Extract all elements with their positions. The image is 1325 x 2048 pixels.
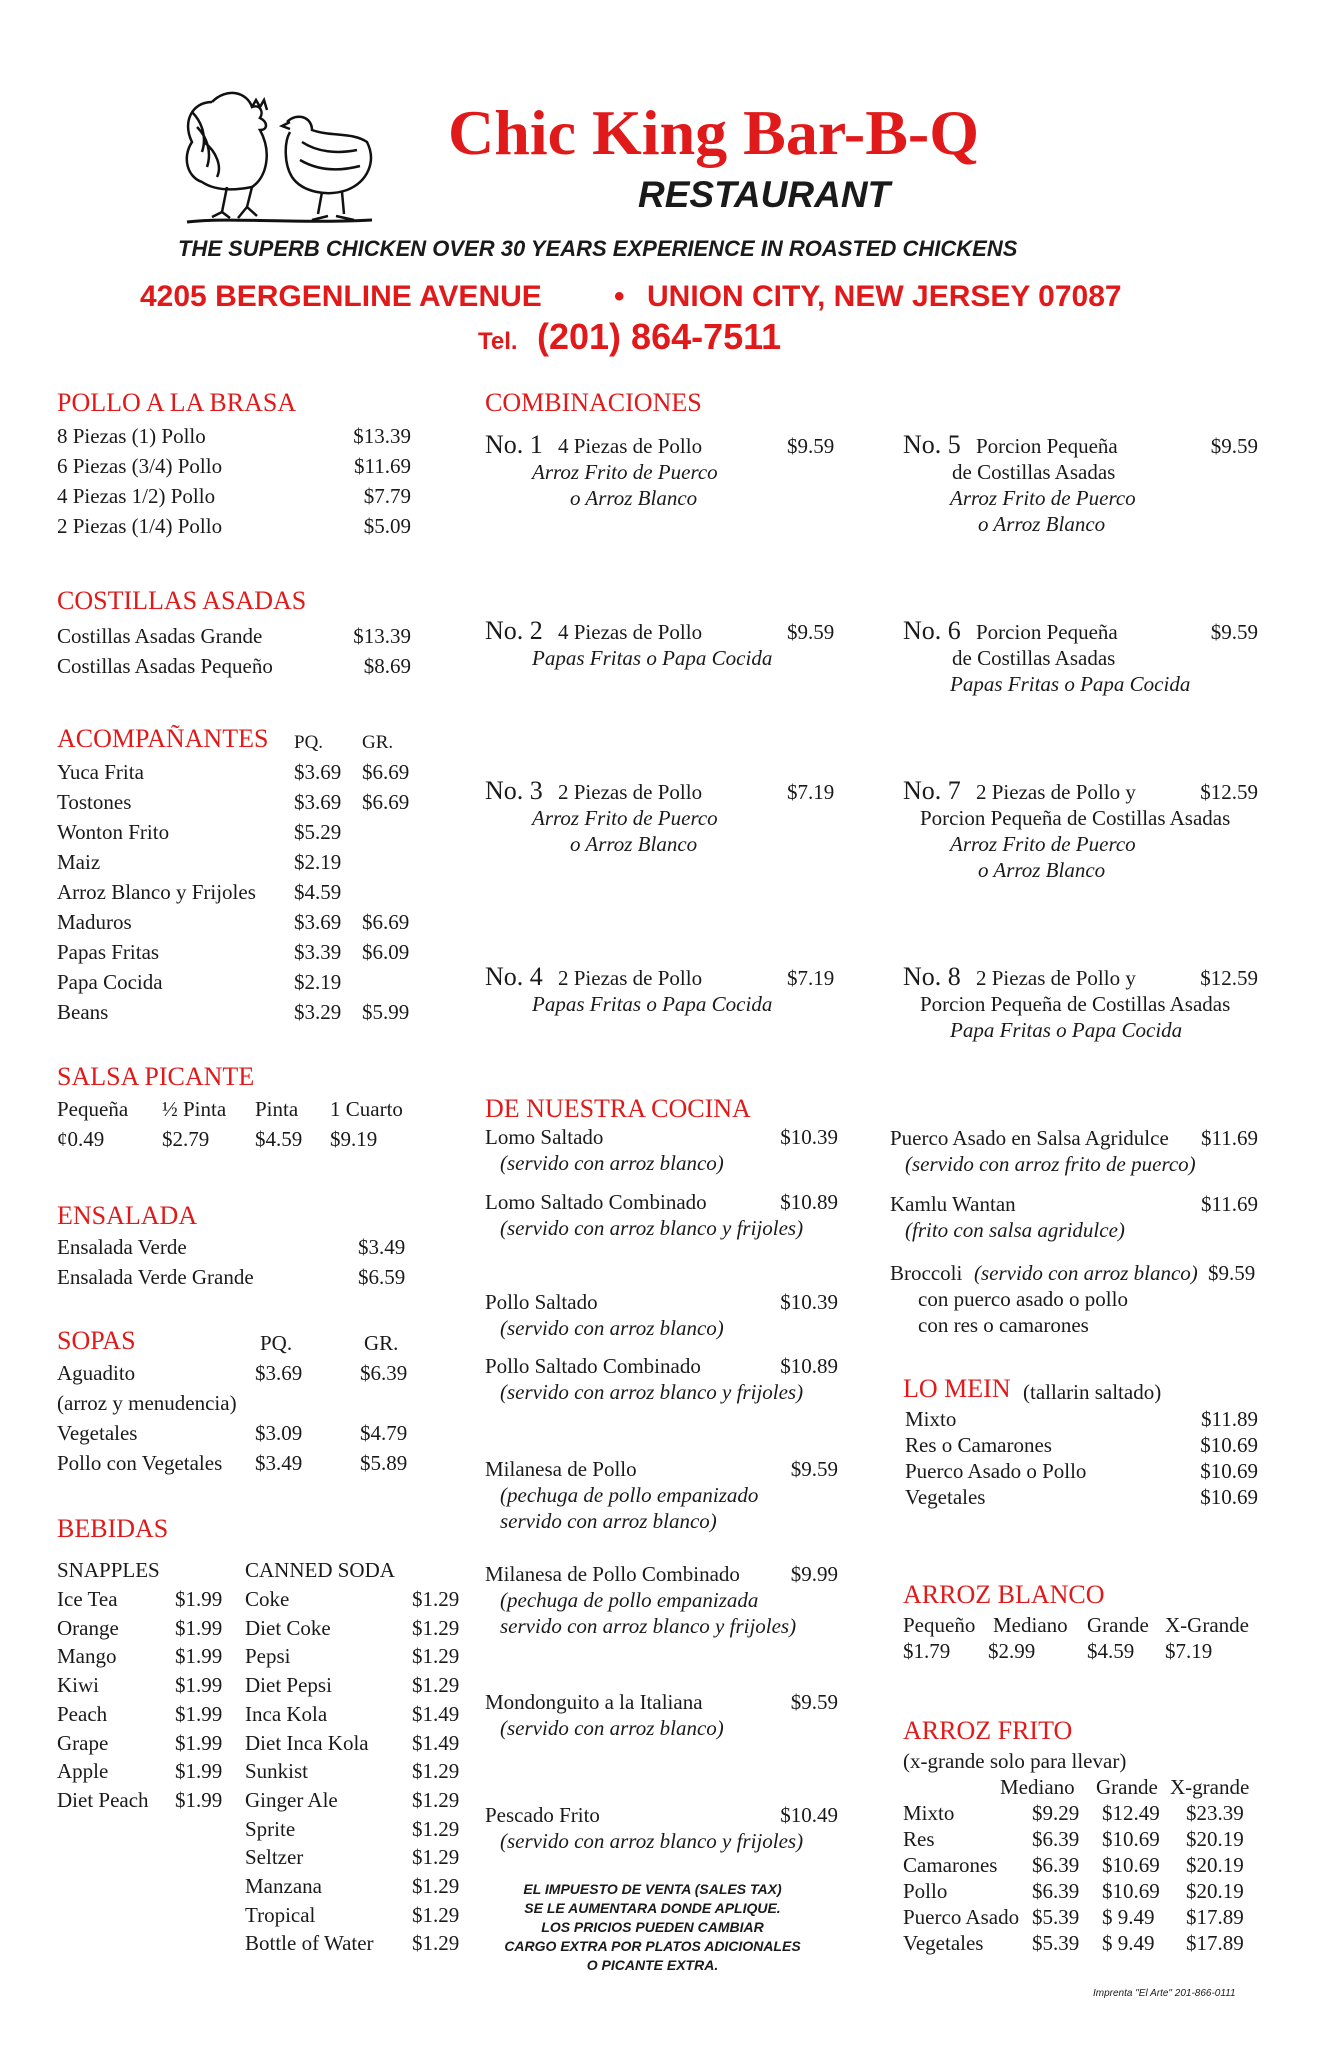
soda-name: Diet Coke: [245, 1615, 331, 1640]
lomein-item-name: Puerco Asado o Pollo: [905, 1459, 1087, 1483]
soda-name: Pepsi: [245, 1644, 291, 1669]
sopas-pq-header: PQ.: [260, 1331, 293, 1355]
address-left: 4205 BERGENLINE AVENUE: [140, 280, 542, 313]
tel-number: (201) 864-7511: [537, 316, 782, 357]
lomein-item-price: $10.69: [1200, 1459, 1258, 1483]
cocina-item-note: (servido con arroz blanco y frijoles): [500, 1829, 804, 1853]
cocina-item-note: (servido con arroz blanco): [500, 1716, 724, 1740]
acompanante-pq: $3.69: [294, 910, 342, 934]
acompanante-pq: $4.59: [294, 880, 342, 904]
sopa-name: Aguadito: [57, 1361, 136, 1385]
address-bullet: •: [614, 280, 625, 313]
combo-side: Arroz Frito de Puerco: [532, 806, 718, 830]
cocina-item-name: Lomo Saltado Combinado: [485, 1190, 707, 1214]
broccoli-line3: con res o camarones: [918, 1313, 1089, 1337]
tax-note-line: LOS PRICIOS PUEDEN CAMBIAR: [541, 1919, 764, 1935]
combo-side: o Arroz Blanco: [978, 858, 1106, 882]
snapple-name: Grape: [57, 1730, 109, 1755]
arroz-frito-name: Puerco Asado: [903, 1905, 1020, 1929]
snapple-name: Peach: [57, 1701, 108, 1726]
sopa-pq: $3.49: [255, 1451, 303, 1475]
combo-desc: Porcion Pequeña: [976, 620, 1118, 644]
sopa-gr: $5.89: [360, 1451, 408, 1475]
arroz-frito-g: $10.69: [1102, 1827, 1160, 1851]
snapple-name: Diet Peach: [57, 1787, 149, 1812]
arroz-frito-m: $6.39: [1032, 1853, 1080, 1877]
cocina-item-note: servido con arroz blanco): [500, 1509, 717, 1533]
combo-side: Arroz Frito de Puerco: [532, 460, 718, 484]
soda-name: Seltzer: [245, 1845, 304, 1870]
cocina-item-note: servido con arroz blanco y frijoles): [500, 1614, 797, 1638]
combo-number: No. 5: [903, 430, 961, 459]
cocina-item-note: (servido con arroz blanco y frijoles): [500, 1216, 804, 1240]
combo-price: $12.59: [1200, 780, 1258, 804]
snapple-price: $1.99: [175, 1759, 223, 1784]
arroz-blanco-size: Pequeño: [903, 1613, 976, 1637]
combo-price: $7.19: [787, 966, 835, 990]
soda-price: $1.29: [412, 1759, 460, 1784]
acompanante-name: Beans: [57, 1000, 109, 1024]
combo-desc: Porcion Pequeña: [976, 434, 1118, 458]
combo-price: $9.59: [1210, 434, 1258, 458]
ensalada-item-name: Ensalada Verde: [57, 1235, 187, 1259]
soda-price: $1.29: [412, 1874, 460, 1898]
snapple-price: $1.99: [175, 1644, 223, 1669]
arroz-blanco-price: $2.99: [988, 1639, 1036, 1663]
cocina-item-name: Milanesa de Pollo: [485, 1457, 637, 1481]
soda-price: $1.29: [412, 1787, 460, 1812]
soda-price: $1.29: [412, 1615, 460, 1640]
soda-price: $1.49: [412, 1701, 460, 1726]
soda-price: $1.29: [412, 1902, 460, 1927]
pollo-item-price: $5.09: [363, 514, 411, 538]
combo-side: Arroz Frito de Puerco: [950, 832, 1136, 856]
arroz-frito-m: $9.29: [1032, 1801, 1080, 1825]
sopa-gr: $6.39: [360, 1361, 408, 1385]
combo-desc: 4 Piezas de Pollo: [558, 620, 703, 644]
ensalada-title: ENSALADA: [57, 1201, 198, 1230]
arroz-frito-x: $20.19: [1186, 1853, 1244, 1877]
acompanante-gr: $6.69: [362, 790, 410, 814]
pollo-item-price: $7.79: [363, 484, 411, 508]
combo-desc: 4 Piezas de Pollo: [558, 434, 703, 458]
acompanante-pq: $3.29: [294, 1000, 342, 1024]
soda-price: $1.29: [412, 1673, 460, 1698]
cocina-item-price: $9.59: [790, 1457, 838, 1481]
costillas-item-price: $8.69: [363, 654, 411, 678]
snapple-name: Orange: [57, 1615, 119, 1640]
combo-price: $9.59: [787, 434, 835, 458]
cocina-item-price: $9.99: [790, 1562, 838, 1586]
combo-number: No. 7: [903, 776, 961, 805]
ensalada-item-name: Ensalada Verde Grande: [57, 1265, 254, 1289]
salsa-price: $9.19: [330, 1127, 378, 1151]
combo-price: $9.59: [1210, 620, 1258, 644]
sopa-pq: $3.69: [255, 1361, 303, 1385]
soda-name: Coke: [245, 1587, 290, 1611]
acompanantes-title: ACOMPAÑANTES: [57, 724, 269, 753]
arroz-frito-name: Vegetales: [903, 1931, 984, 1955]
arroz-frito-title: ARROZ FRITO: [903, 1716, 1073, 1745]
sopa-gr: $4.79: [360, 1421, 408, 1445]
soda-name: Inca Kola: [245, 1701, 328, 1726]
soda-name: Sunkist: [245, 1759, 309, 1784]
combo-number: No. 2: [485, 616, 543, 645]
cocina-item-name: Mondonguito a la Italiana: [485, 1690, 703, 1714]
acompanante-pq: $2.19: [294, 850, 342, 874]
cocina-item-note: (frito con salsa agridulce): [905, 1218, 1125, 1242]
soda-title: CANNED SODA: [245, 1558, 395, 1582]
lomein-item-price: $10.69: [1200, 1485, 1258, 1509]
arroz-blanco-price: $4.59: [1087, 1639, 1135, 1663]
arroz-blanco-size: Grande: [1087, 1613, 1149, 1637]
cocina-title: DE NUESTRA COCINA: [485, 1094, 751, 1123]
salsa-size: Pinta: [255, 1097, 299, 1121]
arroz-blanco-price: $1.79: [903, 1639, 951, 1663]
arroz-frito-name: Mixto: [903, 1801, 955, 1825]
soda-name: Diet Pepsi: [245, 1673, 332, 1698]
soda-name: Diet Inca Kola: [245, 1730, 369, 1755]
printer-credit: Imprenta "El Arte" 201-866-0111: [1093, 1988, 1236, 1999]
snapple-name: Apple: [57, 1759, 109, 1784]
cocina-item-price: $11.69: [1201, 1192, 1258, 1216]
cocina-item-price: $10.89: [780, 1354, 838, 1378]
combo-number: No. 4: [485, 962, 543, 991]
salsa-size: Pequeña: [57, 1097, 129, 1121]
costillas-title: COSTILLAS ASADAS: [57, 586, 307, 615]
soda-name: Bottle of Water: [245, 1931, 374, 1956]
cocina-item-name: Pescado Frito: [485, 1803, 600, 1827]
arroz-frito-x: $17.89: [1186, 1931, 1244, 1955]
pollo-item-price: $13.39: [353, 424, 411, 448]
pollo-item-price: $11.69: [354, 454, 411, 478]
lomein-title: LO MEIN: [903, 1374, 1011, 1403]
acompanante-gr: $6.09: [362, 940, 410, 964]
arroz-frito-note: (x-grande solo para llevar): [903, 1749, 1127, 1773]
salsa-price: $2.79: [162, 1127, 210, 1151]
combo-number: No. 8: [903, 962, 961, 991]
arroz-frito-size: Mediano: [1000, 1775, 1075, 1799]
arroz-frito-g: $ 9.49: [1102, 1905, 1155, 1929]
arroz-frito-x: $23.39: [1186, 1801, 1244, 1825]
combo-side: Papas Fritas o Papa Cocida: [532, 992, 773, 1016]
combo-desc-line2: de Costillas Asadas: [952, 460, 1116, 484]
restaurant-name: Chic King Bar-B-Q: [448, 97, 979, 168]
acompanante-pq: $3.69: [294, 760, 342, 784]
combo-desc-line2: de Costillas Asadas: [952, 646, 1116, 670]
arroz-blanco-size: Mediano: [993, 1613, 1068, 1637]
lomein-item-name: Res o Camarones: [905, 1433, 1052, 1457]
soda-price: $1.49: [412, 1730, 460, 1755]
broccoli-price: $9.59: [1208, 1261, 1256, 1285]
cocina-item-note: (servido con arroz blanco): [500, 1316, 724, 1340]
cocina-item-name: Pollo Saltado Combinado: [485, 1354, 701, 1378]
cocina-item-note: (servido con arroz blanco y frijoles): [500, 1380, 804, 1404]
logo: [172, 82, 392, 232]
acompanante-name: Maduros: [57, 910, 132, 934]
acompanante-gr: $6.69: [362, 760, 410, 784]
tel-label: Tel.: [478, 328, 518, 355]
acompanante-name: Tostones: [57, 790, 132, 814]
cocina-item-note: (servido con arroz blanco): [500, 1151, 724, 1175]
salsa-size: ½ Pinta: [162, 1097, 227, 1121]
costillas-item-name: Costillas Asadas Pequeño: [57, 654, 273, 678]
snapples-title: SNAPPLES: [57, 1558, 160, 1582]
soda-price: $1.29: [412, 1845, 460, 1870]
cocina-item-price: $9.59: [790, 1690, 838, 1714]
combo-side: o Arroz Blanco: [978, 512, 1106, 536]
soda-name: Sprite: [245, 1816, 296, 1841]
soda-price: $1.29: [412, 1587, 460, 1611]
acompanante-name: Yuca Frita: [57, 760, 144, 784]
combo-price: $7.19: [787, 780, 835, 804]
cocina-item-price: $10.39: [780, 1290, 838, 1314]
cocina-item-name: Pollo Saltado: [485, 1290, 598, 1314]
soda-price: $1.29: [412, 1931, 460, 1956]
pollo-title: POLLO A LA BRASA: [57, 388, 297, 417]
arroz-frito-name: Camarones: [903, 1853, 998, 1877]
arroz-blanco-size: X-Grande: [1165, 1613, 1249, 1637]
restaurant-subtitle: RESTAURANT: [638, 174, 891, 215]
combo-price: $9.59: [787, 620, 835, 644]
acompanante-pq: $3.69: [294, 790, 342, 814]
combo-number: No. 1: [485, 430, 543, 459]
cocina-item-note: (pechuga de pollo empanizada: [500, 1588, 759, 1612]
lomein-item-name: Mixto: [905, 1407, 957, 1431]
acompanante-name: Arroz Blanco y Frijoles: [57, 880, 256, 904]
tax-note-line: SE LE AUMENTARA DONDE APLIQUE.: [524, 1900, 781, 1916]
arroz-frito-m: $5.39: [1032, 1905, 1080, 1929]
arroz-frito-size: X-grande: [1170, 1775, 1250, 1799]
acompanante-gr: $6.69: [362, 910, 410, 934]
soda-price: $1.29: [412, 1644, 460, 1669]
pollo-item-name: 2 Piezas (1/4) Pollo: [57, 514, 223, 538]
lomein-item-name: Vegetales: [905, 1485, 986, 1509]
rooster-icon: [172, 82, 392, 232]
costillas-item-name: Costillas Asadas Grande: [57, 624, 263, 648]
tax-note-line: EL IMPUESTO DE VENTA (SALES TAX): [523, 1881, 782, 1897]
lomein-subtitle: (tallarin saltado): [1023, 1380, 1162, 1404]
snapple-price: $1.99: [175, 1673, 223, 1698]
arroz-frito-x: $17.89: [1186, 1905, 1244, 1929]
combo-side: Papas Fritas o Papa Cocida: [950, 672, 1191, 696]
snapple-name: Mango: [57, 1644, 117, 1669]
cocina-item-name: Kamlu Wantan: [890, 1192, 1016, 1216]
broccoli-name: Broccoli: [890, 1261, 963, 1285]
broccoli-note: (servido con arroz blanco): [974, 1261, 1198, 1285]
acompanante-name: Maiz: [57, 850, 101, 874]
arroz-frito-g: $12.49: [1102, 1801, 1160, 1825]
snapple-price: $1.99: [175, 1615, 223, 1640]
cocina-item-price: $11.69: [1201, 1126, 1258, 1150]
arroz-frito-x: $20.19: [1186, 1879, 1244, 1903]
arroz-frito-g: $10.69: [1102, 1853, 1160, 1877]
lomein-item-price: $10.69: [1200, 1433, 1258, 1457]
acompanantes-pq-header: PQ.: [294, 732, 324, 753]
pollo-item-name: 8 Piezas (1) Pollo: [57, 424, 206, 448]
address-right: UNION CITY, NEW JERSEY 07087: [647, 280, 1122, 313]
acompanante-pq: $5.29: [294, 820, 342, 844]
snapple-price: $1.99: [175, 1587, 223, 1611]
arroz-blanco-price: $7.19: [1165, 1639, 1213, 1663]
cocina-item-note: (servido con arroz frito de puerco): [905, 1152, 1196, 1176]
arroz-frito-x: $20.19: [1186, 1827, 1244, 1851]
combo-side: o Arroz Blanco: [570, 486, 698, 510]
acompanante-gr: $5.99: [362, 1000, 410, 1024]
sopa-name: Pollo con Vegetales: [57, 1451, 223, 1475]
acompanante-name: Wonton Frito: [57, 820, 170, 844]
ensalada-item-price: $3.49: [358, 1235, 406, 1259]
combo-number: No. 3: [485, 776, 543, 805]
arroz-frito-m: $6.39: [1032, 1879, 1080, 1903]
arroz-frito-m: $6.39: [1032, 1827, 1080, 1851]
salsa-size: 1 Cuarto: [330, 1097, 403, 1121]
bebidas-title: BEBIDAS: [57, 1514, 169, 1543]
cocina-item-price: $10.89: [780, 1190, 838, 1214]
salsa-price: ¢0.49: [57, 1127, 105, 1151]
snapple-name: Ice Tea: [57, 1587, 118, 1611]
combo-price: $12.59: [1200, 966, 1258, 990]
snapple-price: $1.99: [175, 1787, 223, 1812]
snapple-name: Kiwi: [57, 1673, 99, 1698]
sopa-name: (arroz y menudencia): [57, 1391, 237, 1415]
combo-side: o Arroz Blanco: [570, 832, 698, 856]
combo-number: No. 6: [903, 616, 961, 645]
arroz-frito-name: Pollo: [903, 1879, 948, 1903]
combo-side: Papa Fritas o Papa Cocida: [950, 1018, 1183, 1042]
broccoli-line2: con puerco asado o pollo: [918, 1287, 1128, 1311]
lomein-item-price: $11.89: [1201, 1407, 1258, 1431]
ensalada-item-price: $6.59: [358, 1265, 406, 1289]
sopas-title: SOPAS: [57, 1326, 136, 1355]
pollo-item-name: 4 Piezas 1/2) Pollo: [57, 484, 216, 508]
soda-name: Manzana: [245, 1874, 322, 1898]
cocina-item-name: Milanesa de Pollo Combinado: [485, 1562, 740, 1586]
soda-name: Tropical: [245, 1902, 316, 1927]
acompanante-pq: $3.39: [294, 940, 342, 964]
combo-desc: 2 Piezas de Pollo y: [976, 966, 1136, 990]
arroz-frito-name: Res: [903, 1827, 935, 1851]
sopa-name: Vegetales: [57, 1421, 138, 1445]
combo-desc: 2 Piezas de Pollo: [558, 780, 703, 804]
combo-desc: 2 Piezas de Pollo: [558, 966, 703, 990]
combo-desc-line2: Porcion Pequeña de Costillas Asadas: [920, 806, 1231, 830]
snapple-price: $1.99: [175, 1730, 223, 1755]
acompanantes-gr-header: GR.: [362, 732, 394, 753]
combinaciones-title: COMBINACIONES: [485, 388, 702, 417]
snapple-price: $1.99: [175, 1701, 223, 1726]
cocina-item-name: Puerco Asado en Salsa Agridulce: [890, 1126, 1169, 1150]
salsa-title: SALSA PICANTE: [57, 1062, 255, 1091]
arroz-frito-g: $10.69: [1102, 1879, 1160, 1903]
arroz-frito-m: $5.39: [1032, 1931, 1080, 1955]
combo-desc-line2: Porcion Pequeña de Costillas Asadas: [920, 992, 1231, 1016]
arroz-blanco-title: ARROZ BLANCO: [903, 1580, 1105, 1609]
acompanante-name: Papa Cocida: [57, 970, 163, 994]
combo-side: Arroz Frito de Puerco: [950, 486, 1136, 510]
soda-price: $1.29: [412, 1816, 460, 1841]
pollo-item-name: 6 Piezas (3/4) Pollo: [57, 454, 223, 478]
soda-name: Ginger Ale: [245, 1787, 338, 1812]
sopas-gr-header: GR.: [364, 1331, 399, 1355]
cocina-item-name: Lomo Saltado: [485, 1125, 604, 1149]
salsa-price: $4.59: [255, 1127, 303, 1151]
acompanante-name: Papas Fritas: [57, 940, 160, 964]
cocina-item-price: $10.49: [780, 1803, 838, 1827]
costillas-item-price: $13.39: [353, 624, 411, 648]
acompanante-pq: $2.19: [294, 970, 342, 994]
sopa-pq: $3.09: [255, 1421, 303, 1445]
cocina-item-price: $10.39: [780, 1125, 838, 1149]
tagline: THE SUPERB CHICKEN OVER 30 YEARS EXPERIENCE IN ROASTED CHICKENS: [178, 236, 1018, 261]
tax-note-line: CARGO EXTRA POR PLATOS ADICIONALES: [504, 1938, 801, 1954]
combo-desc: 2 Piezas de Pollo y: [976, 780, 1136, 804]
arroz-frito-size: Grande: [1096, 1775, 1158, 1799]
tax-note-line: O PICANTE EXTRA.: [586, 1957, 719, 1973]
combo-side: Papas Fritas o Papa Cocida: [532, 646, 773, 670]
arroz-frito-g: $ 9.49: [1102, 1931, 1155, 1955]
cocina-item-note: (pechuga de pollo empanizado: [500, 1483, 759, 1507]
